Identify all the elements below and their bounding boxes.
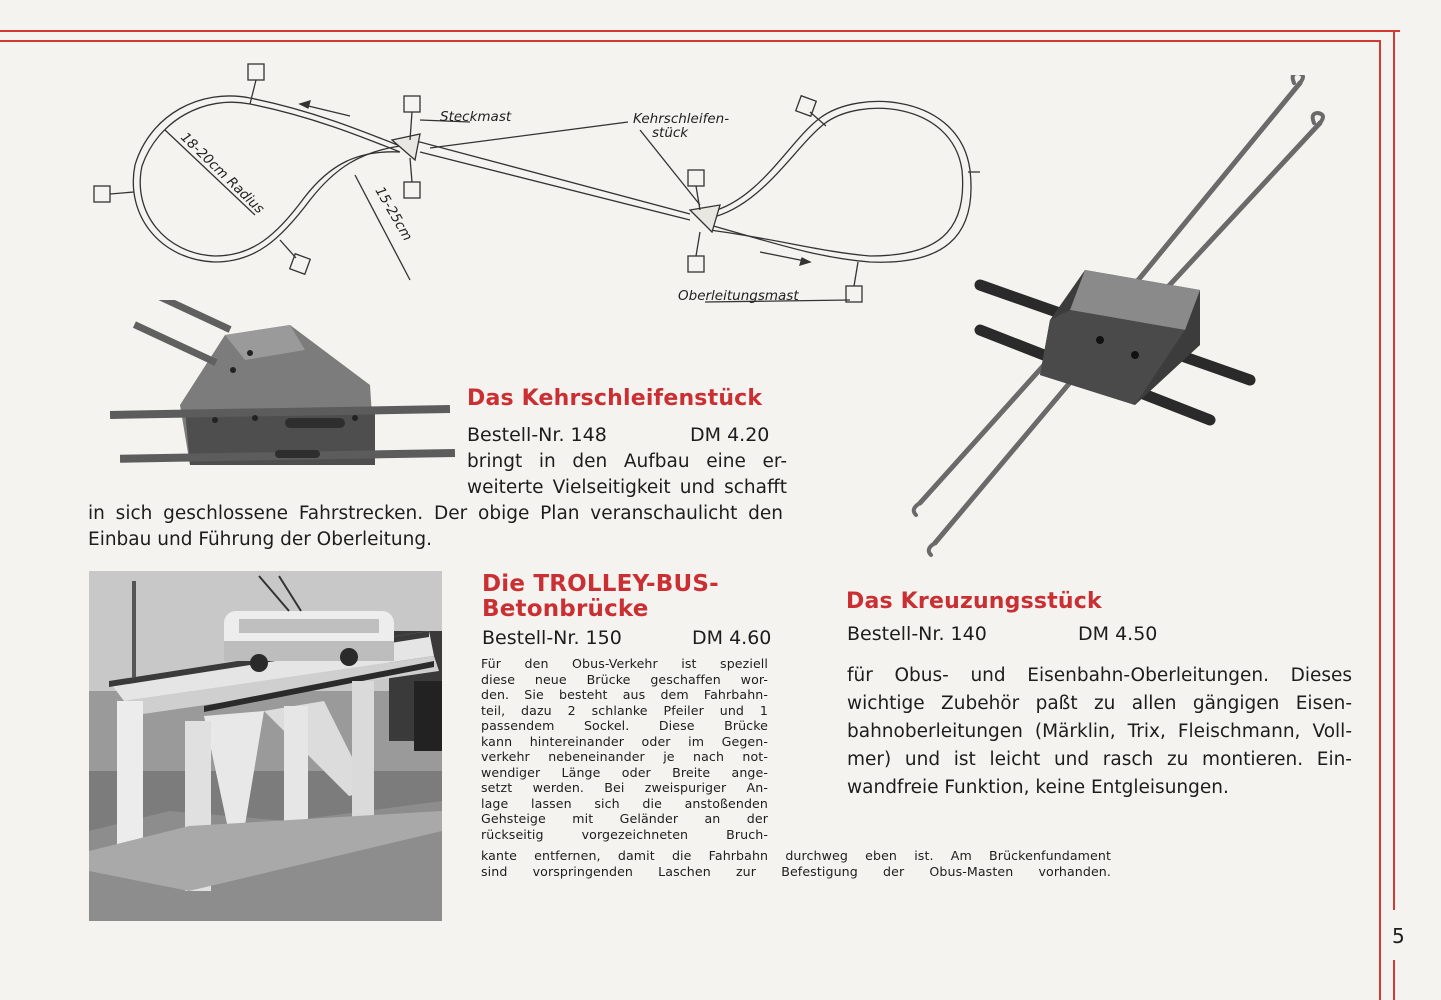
bridge-line: Für den Obus-Verkehr ist speziell bbox=[481, 656, 768, 671]
kehrschleife-line: weiterte Vielseitigkeit und schafft bbox=[467, 477, 787, 498]
bridge-description-narrow bbox=[481, 656, 768, 842]
bridge-line: Gehsteige mit Geländer an der bbox=[481, 811, 768, 826]
label-steckmast: Steckmast bbox=[440, 109, 512, 125]
label-kehrschleifen-2: stück bbox=[652, 125, 689, 141]
bridge-line: setzt werden. Bei zweispuriger An- bbox=[481, 780, 768, 795]
kehrschleife-description-narrow bbox=[467, 449, 787, 501]
kreuzungsstueck-photo bbox=[900, 75, 1340, 560]
kehrschleife-price: DM 4.20 bbox=[690, 424, 770, 446]
bridge-line: rückseitig vorgezeichneten Bruch- bbox=[481, 826, 768, 842]
bridge-title bbox=[482, 572, 719, 622]
kreuzung-line: wandfreie Funktion, keine Entgleisungen. bbox=[847, 777, 1229, 798]
bridge-order-number: Bestell-Nr. 150 bbox=[482, 627, 622, 649]
bridge-title-line2: Betonbrücke bbox=[482, 596, 649, 622]
bridge-title-line1: Die TROLLEY-BUS- bbox=[482, 571, 719, 597]
kehrschleife-line: bringt in den Aufbau eine er- bbox=[467, 451, 787, 472]
track-plan-diagram bbox=[80, 60, 980, 320]
frame-right-line-outer bbox=[1393, 30, 1395, 910]
kreuzung-line: mer) und ist leicht und rasch zu montieren. Ein- bbox=[847, 749, 1352, 770]
kehrschleifenstueck-photo bbox=[105, 300, 460, 490]
label-radius-18: 18-20cm Radius bbox=[177, 129, 268, 218]
frame-top-line-inner bbox=[0, 40, 1380, 42]
bridge-description-wide bbox=[481, 848, 1111, 879]
bridge-line: wendiger Länge oder Breite ange- bbox=[481, 764, 768, 780]
bridge-line: passendem Sockel. Diese Brücke bbox=[481, 718, 768, 733]
bridge-line: sind vorspringenden Laschen zur Befestigung der Obus-Masten vorhanden. bbox=[481, 863, 1111, 879]
bridge-line: kann hintereinander oder im Gegen- bbox=[481, 733, 768, 749]
bridge-line: diese neue Brücke geschaffen wor- bbox=[481, 671, 768, 687]
kreuzung-line: für Obus- und Eisenbahn-Oberleitungen. Dieses bbox=[847, 665, 1352, 686]
bridge-price: DM 4.60 bbox=[692, 627, 772, 649]
label-oberleitungsmast: Oberleitungsmast bbox=[678, 288, 799, 304]
bridge-line: lage lassen sich die anstoßenden bbox=[481, 795, 768, 811]
kehrschleife-title: Das Kehrschleifenstück bbox=[467, 386, 763, 411]
frame-right-line-inner bbox=[1379, 40, 1381, 1000]
kreuzung-price: DM 4.50 bbox=[1078, 623, 1158, 645]
trolley-bus-bridge-photo bbox=[89, 571, 442, 921]
bridge-line: verkehr nebeneinander je nach not- bbox=[481, 749, 768, 764]
kreuzung-line: bahnoberleitungen (Märklin, Trix, Fleischmann, Voll- bbox=[847, 721, 1352, 742]
frame-top-line-outer bbox=[0, 30, 1400, 32]
frame-right-line-lower bbox=[1393, 960, 1395, 1000]
bridge-line: teil, dazu 2 schlanke Pfeiler und 1 bbox=[481, 702, 768, 718]
label-kehrschleifen-1: Kehrschleifen- bbox=[633, 111, 730, 127]
kehrschleife-description-wide bbox=[88, 501, 783, 553]
bridge-line: kante entfernen, damit die Fahrbahn durchweg eben ist. Am Brückenfundament bbox=[481, 848, 1111, 863]
page-number: 5 bbox=[1392, 924, 1405, 948]
kehrschleife-order-number: Bestell-Nr. 148 bbox=[467, 424, 607, 446]
kehrschleife-line: in sich geschlossene Fahrstrecken. Der obige Plan veranschaulicht den bbox=[88, 503, 783, 524]
kehrschleife-line: Einbau und Führung der Oberleitung. bbox=[88, 529, 432, 550]
kreuzung-title: Das Kreuzungsstück bbox=[846, 589, 1102, 614]
kreuzung-order-number: Bestell-Nr. 140 bbox=[847, 623, 987, 645]
kreuzung-line: wichtige Zubehör paßt zu allen gängigen Eisen- bbox=[847, 693, 1352, 714]
kreuzung-description bbox=[847, 662, 1352, 802]
bridge-line: den. Sie besteht aus dem Fahrbahn- bbox=[481, 687, 768, 702]
label-radius-15: 15-25cm bbox=[371, 184, 416, 244]
